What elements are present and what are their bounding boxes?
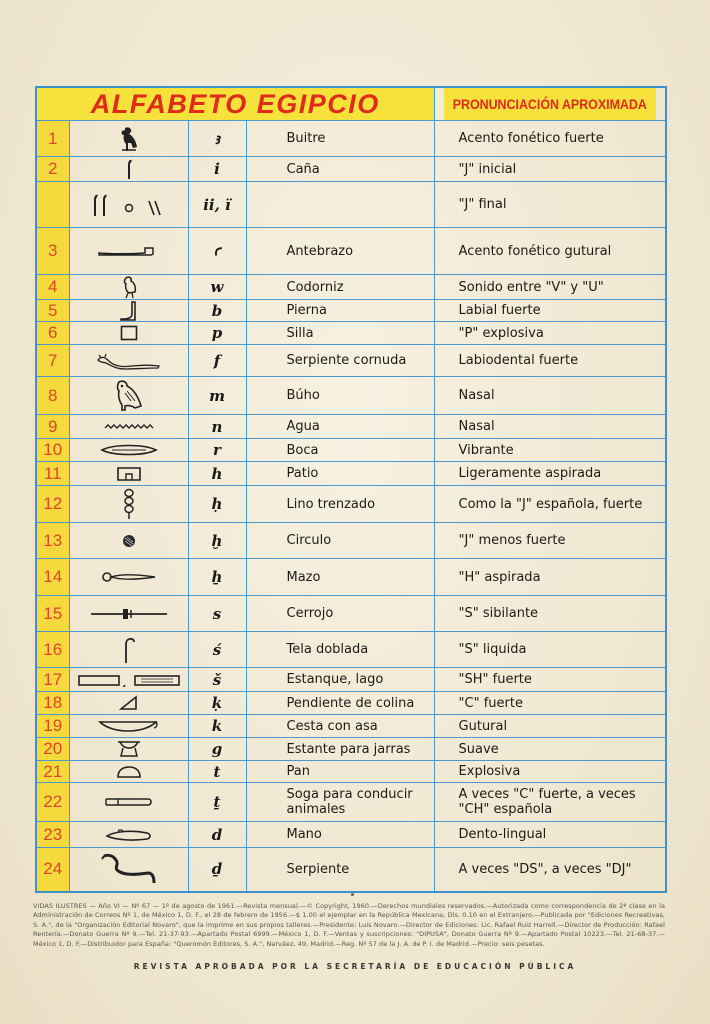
transliteration: h — [188, 462, 246, 486]
row-number: 24 — [36, 848, 69, 892]
pronunciation: "S" sibilante — [434, 596, 666, 632]
transliteration: ḏ — [188, 848, 246, 892]
meaning: Codorniz — [246, 275, 434, 300]
table-row — [36, 486, 666, 523]
meaning: Serpiente — [246, 848, 434, 892]
row-number: 18 — [36, 692, 69, 715]
pronunciation: "J" final — [434, 182, 666, 228]
egyptian-alphabet-table — [35, 86, 667, 893]
meaning: Buitre — [246, 121, 434, 157]
transliteration: s — [188, 596, 246, 632]
meaning: Búho — [246, 377, 434, 415]
meaning: Cerrojo — [246, 596, 434, 632]
meaning: Estante para jarras — [246, 738, 434, 761]
transliteration: ꜣ — [188, 121, 246, 157]
row-number: 5 — [36, 300, 69, 322]
meaning: Boca — [246, 439, 434, 462]
table-row — [36, 377, 666, 415]
table-row — [36, 761, 666, 783]
row-number: 4 — [36, 275, 69, 300]
pronunciation: Ligeramente aspirada — [434, 462, 666, 486]
row-number: 13 — [36, 523, 69, 559]
meaning: Pendiente de colina — [246, 692, 434, 715]
row-number: 3 — [36, 228, 69, 275]
double-reed-icon — [69, 182, 188, 228]
row-number: 16 — [36, 632, 69, 668]
table-row — [36, 596, 666, 632]
water-icon — [69, 415, 188, 439]
mouth-icon — [69, 439, 188, 462]
imprint-text: VIDAS ILUSTRES — Año VI — Nº 67 — 1º de agosto de 1961.—Revista mensual.—© Copyright, 1960.—Derechos mundiales reservados.—Autorizada como correspondencia de 2ª clase en la Administración de Correos Nº 1, de México 1, D. F., el 28 de febrero de 1956.—$ 1.00 el ejemplar en la República Mexicana, Dls. 0.10 en el Extranjero.—Publicada por "Ediciones Recreativas, S. A.", de la "Organización Editorial Novaro", que la imprime en sus propios talleres.—Presidente: Luis Novaro.—Director de Ediciones: Lic. Rafael Ruiz Harrell.—Director de Producción: Rafael Rentería.—Donato Guerra Nº 9.—Tel. 21-37-93.—Apartado Postal 6999.—México 1, D. F.—Ventas y suscripciones: "DIPUSA", Donato Guerra Nº 9.—Apartado Postal 10223.—Tel. 21-68-37.—México 1, D. F.—Distribuidor para España: "Queromón Editores, S. A.", Narváez, 49, Madrid.—Reg. Nº 57 de la J. A. de P. I. de Madrid.—Precio: seis pesetas. — [33, 902, 665, 948]
owl-icon — [69, 377, 188, 415]
bread-icon — [69, 761, 188, 783]
row-number: 12 — [36, 486, 69, 523]
meaning: Serpiente cornuda — [246, 345, 434, 377]
row-number: 23 — [36, 822, 69, 848]
meaning: Tela doblada — [246, 632, 434, 668]
table-row — [36, 668, 666, 692]
meaning: Caña — [246, 157, 434, 182]
page-dot — [351, 893, 354, 896]
meaning: Pierna — [246, 300, 434, 322]
row-number: 11 — [36, 462, 69, 486]
transliteration: ś — [188, 632, 246, 668]
vulture-icon — [69, 121, 188, 157]
table-row — [36, 632, 666, 668]
table-row — [36, 322, 666, 345]
table-row — [36, 462, 666, 486]
pronunciation: Dento-lingual — [434, 822, 666, 848]
pool-icon — [69, 668, 188, 692]
pronunciation: "J" inicial — [434, 157, 666, 182]
row-number: 6 — [36, 322, 69, 345]
twisted-flax-icon — [69, 486, 188, 523]
bolt-icon — [69, 596, 188, 632]
row-number: 1 — [36, 121, 69, 157]
row-number: 7 — [36, 345, 69, 377]
row-number: 17 — [36, 668, 69, 692]
meaning: Silla — [246, 322, 434, 345]
transliteration: f — [188, 345, 246, 377]
pronunciation: Vibrante — [434, 439, 666, 462]
reed-icon — [69, 157, 188, 182]
pronunciation: Gutural — [434, 715, 666, 738]
pronunciation: "C" fuerte — [434, 692, 666, 715]
pronunciation: Suave — [434, 738, 666, 761]
pronunciation: Acento fonético fuerte — [434, 121, 666, 157]
transliteration: d — [188, 822, 246, 848]
pronunciation: A veces "DS", a veces "DJ" — [434, 848, 666, 892]
row-number: 9 — [36, 415, 69, 439]
tethering-rope-icon — [69, 783, 188, 822]
table-row — [36, 439, 666, 462]
pronunciation: "SH" fuerte — [434, 668, 666, 692]
meaning: Pan — [246, 761, 434, 783]
table-row — [36, 345, 666, 377]
transliteration: i — [188, 157, 246, 182]
table-row — [36, 715, 666, 738]
pronunciation: "S" liquida — [434, 632, 666, 668]
courtyard-icon — [69, 462, 188, 486]
transliteration: m — [188, 377, 246, 415]
meaning: Estanque, lago — [246, 668, 434, 692]
table-row — [36, 157, 666, 182]
table-row — [36, 182, 666, 228]
transliteration: p — [188, 322, 246, 345]
jar-stand-icon — [69, 738, 188, 761]
forearm-icon — [69, 228, 188, 275]
table-row — [36, 848, 666, 892]
row-number: 10 — [36, 439, 69, 462]
horned-viper-icon — [69, 345, 188, 377]
table-row — [36, 228, 666, 275]
approval-line: REVISTA APROBADA POR LA SECRETARÍA DE EDUCACIÓN PÚBLICA — [133, 962, 577, 971]
row-number: 20 — [36, 738, 69, 761]
table-row — [36, 783, 666, 822]
pronunciation: Labial fuerte — [434, 300, 666, 322]
hill-slope-icon — [69, 692, 188, 715]
transliteration: n — [188, 415, 246, 439]
table-row — [36, 822, 666, 848]
table-row — [36, 523, 666, 559]
transliteration: ḫ — [188, 523, 246, 559]
pronunciation: Explosiva — [434, 761, 666, 783]
pronunciation: "J" menos fuerte — [434, 523, 666, 559]
pronunciation: Nasal — [434, 415, 666, 439]
transliteration: t — [188, 761, 246, 783]
mace-icon — [69, 559, 188, 596]
pronunciation: Como la "J" española, fuerte — [434, 486, 666, 523]
meaning: Patio — [246, 462, 434, 486]
table-row — [36, 692, 666, 715]
meaning: Cesta con asa — [246, 715, 434, 738]
table-row — [36, 559, 666, 596]
basket-icon — [69, 715, 188, 738]
pronunciation: Sonido entre "V" y "U" — [434, 275, 666, 300]
pronunciation: A veces "C" fuerte, a veces "CH" española — [434, 783, 666, 822]
row-number: 22 — [36, 783, 69, 822]
transliteration: ḳ — [188, 692, 246, 715]
meaning: Antebrazo — [246, 228, 434, 275]
hand-icon — [69, 822, 188, 848]
transliteration: r — [188, 439, 246, 462]
pronunciation: Acento fonético gutural — [434, 228, 666, 275]
transliteration: š — [188, 668, 246, 692]
transliteration: ꜥ — [188, 228, 246, 275]
transliteration: ẖ — [188, 559, 246, 596]
meaning: Lino trenzado — [246, 486, 434, 523]
row-number: 19 — [36, 715, 69, 738]
transliteration: ḥ — [188, 486, 246, 523]
transliteration: ii, ï — [188, 182, 246, 228]
table-row — [36, 738, 666, 761]
meaning: Mano — [246, 822, 434, 848]
table-row — [36, 300, 666, 322]
meaning: Mazo — [246, 559, 434, 596]
transliteration: k — [188, 715, 246, 738]
pronunciation: "H" aspirada — [434, 559, 666, 596]
folded-cloth-icon — [69, 632, 188, 668]
meaning: Circulo — [246, 523, 434, 559]
table-title: ALFABETO EGIPCIO — [36, 87, 434, 121]
quail-chick-icon — [69, 275, 188, 300]
transliteration: g — [188, 738, 246, 761]
table-row — [36, 121, 666, 157]
row-number: 8 — [36, 377, 69, 415]
transliteration: w — [188, 275, 246, 300]
cobra-icon — [69, 848, 188, 892]
leg-icon — [69, 300, 188, 322]
row-number: 2 — [36, 157, 69, 182]
row-number: 14 — [36, 559, 69, 596]
row-number: 15 — [36, 596, 69, 632]
pronunciation-header: PRONUNCIACIÓN APROXIMADA — [443, 87, 656, 121]
stool-icon — [69, 322, 188, 345]
meaning: Soga para conducir animales — [246, 783, 434, 822]
table-row — [36, 415, 666, 439]
meaning: Agua — [246, 415, 434, 439]
pronunciation: Nasal — [434, 377, 666, 415]
row-number — [36, 182, 69, 228]
pronunciation: "P" explosiva — [434, 322, 666, 345]
table-row — [36, 275, 666, 300]
placenta-icon — [69, 523, 188, 559]
meaning — [246, 182, 434, 228]
transliteration: ṯ — [188, 783, 246, 822]
row-number: 21 — [36, 761, 69, 783]
transliteration: b — [188, 300, 246, 322]
pronunciation: Labiodental fuerte — [434, 345, 666, 377]
